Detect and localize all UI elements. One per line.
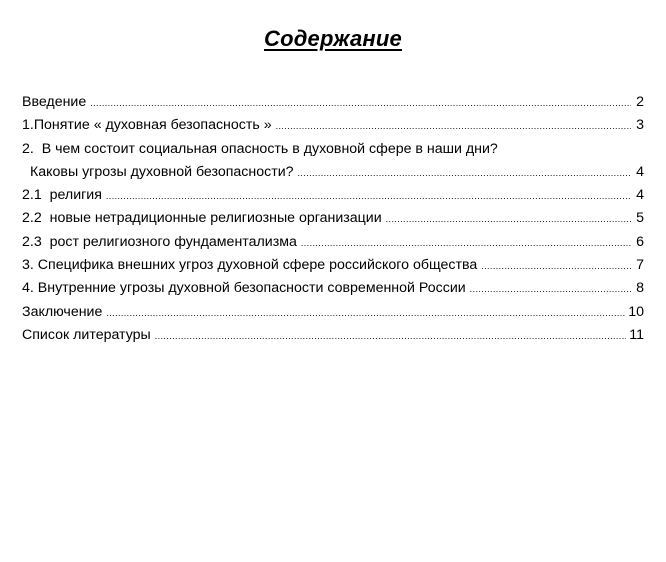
- toc-entry-conclusion: [22, 301, 644, 324]
- toc-dot-leader: [106, 302, 625, 325]
- toc-entry-page: 3: [636, 117, 644, 134]
- toc-entry-section-4: [22, 277, 644, 300]
- toc-entry-section-2-continuation: [22, 161, 644, 184]
- toc-entry-label: 2.3 рост религиозного фундаментализма: [22, 233, 297, 250]
- toc-entry-label: 2.2 новые нетрадиционные религиозные организации: [22, 210, 382, 227]
- toc-dot-leader: [301, 232, 631, 255]
- toc-entry-page: 10: [628, 303, 644, 320]
- toc-entry-label: Каковы угрозы духовной безопасности?: [30, 163, 294, 180]
- toc-dot-leader: [276, 115, 631, 138]
- toc-entry-section-1: [22, 114, 644, 137]
- toc-entry-page: 4: [636, 163, 644, 180]
- toc-title: Содержание: [264, 26, 402, 51]
- toc-entry-label: Список литературы: [22, 326, 151, 343]
- toc-entry-label: Введение: [22, 94, 87, 110]
- toc-dot-leader: [106, 185, 631, 208]
- toc-entry-references: [22, 324, 644, 347]
- toc-entry-introduction: [22, 91, 644, 114]
- toc-entry-section-3: [22, 254, 644, 277]
- toc-dot-leader: [481, 255, 631, 278]
- toc-entry-page: 7: [636, 257, 644, 274]
- toc-dot-leader: [90, 92, 631, 115]
- toc-entry-page: 5: [636, 210, 644, 227]
- toc-entry-section-2: [22, 138, 644, 161]
- toc-dot-leader: [470, 278, 631, 301]
- toc-list: [22, 91, 644, 347]
- toc-dot-leader: [155, 325, 627, 348]
- toc-entry-page: 11: [629, 326, 644, 343]
- toc-entry-section-2-3: [22, 231, 644, 254]
- toc-entry-label: 4. Внутренние угрозы духовной безопасности современной России: [22, 280, 466, 297]
- toc-entry-page: 2: [636, 94, 644, 110]
- toc-entry-page: 4: [636, 187, 644, 204]
- toc-entry-section-2-1: [22, 184, 644, 207]
- toc-entry-page: 8: [636, 280, 644, 297]
- toc-entry-label: Заключение: [22, 303, 103, 320]
- toc-entry-label: 1.Понятие « духовная безопасность »: [22, 117, 272, 134]
- toc-dot-leader: [386, 208, 631, 231]
- toc-entry-section-2-2: [22, 207, 644, 230]
- toc-entry-label: 2. В чем состоит социальная опасность в духовной сфере в наши дни?: [22, 140, 498, 157]
- toc-entry-label: 3. Специфика внешних угроз духовной сфере российского общества: [22, 257, 478, 274]
- toc-dot-leader: [298, 162, 631, 185]
- toc-entry-page: 6: [636, 233, 644, 250]
- toc-entry-label: 2.1 религия: [22, 187, 102, 204]
